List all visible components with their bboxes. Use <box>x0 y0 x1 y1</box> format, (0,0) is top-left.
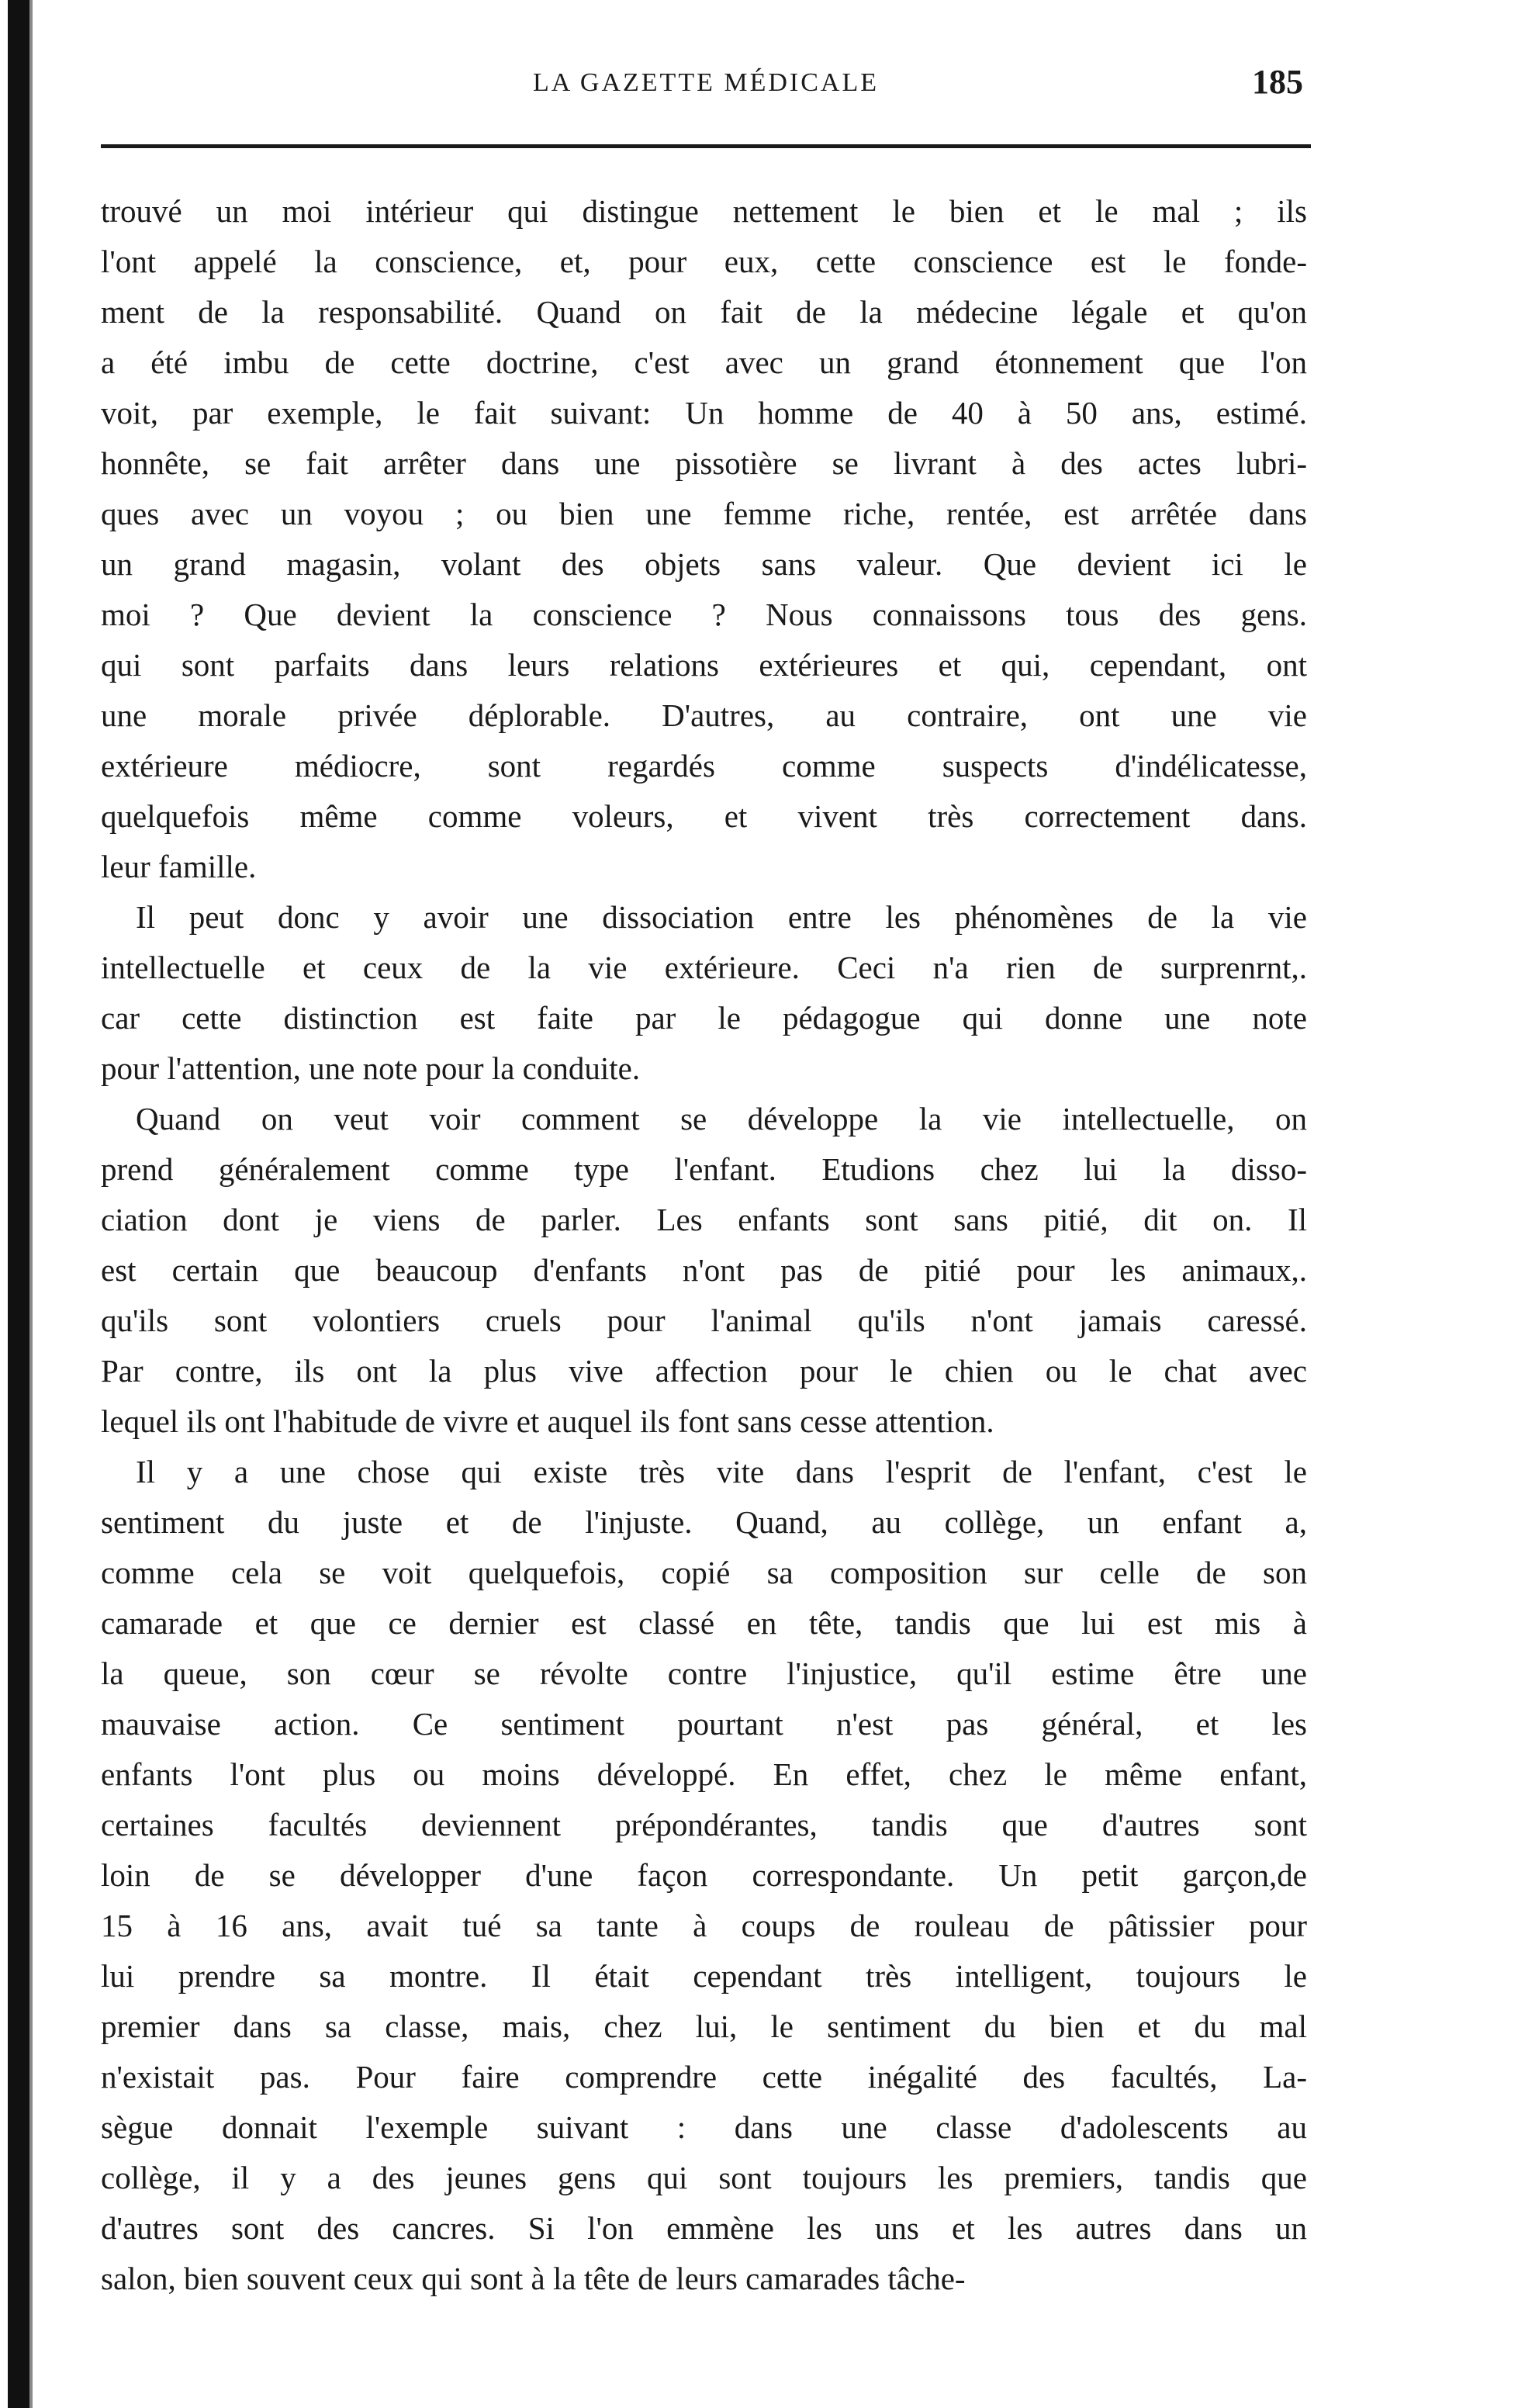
text-line: car cette distinction est faite par le pédagogue qui donne une note <box>101 1000 1307 1036</box>
paragraph <box>101 1094 1307 1447</box>
text-line: qui sont parfaits dans leurs relations extérieures et qui, cependant, ont <box>101 647 1307 683</box>
text-line: ques avec un voyou ; ou bien une femme riche, rentée, est arrêtée dans <box>101 496 1307 531</box>
body-text <box>101 186 1307 2304</box>
page-header <box>101 62 1311 116</box>
text-line: ciation dont je viens de parler. Les enfants sont sans pitié, dit on. Il <box>101 1202 1307 1237</box>
book-spine-shadow <box>8 0 29 2408</box>
header-rule <box>101 144 1311 148</box>
text-line: lequel ils ont l'habitude de vivre et auquel ils font sans cesse attention. <box>101 1403 994 1439</box>
text-line: leur famille. <box>101 849 257 884</box>
text-line: Par contre, ils ont la plus vive affection pour le chien ou le chat avec <box>101 1353 1307 1389</box>
text-line: mauvaise action. Ce sentiment pourtant n'est pas général, et les <box>101 1706 1307 1742</box>
text-line: une morale privée déplorable. D'autres, au contraire, ont une vie <box>101 697 1307 733</box>
text-line: sentiment du juste et de l'injuste. Quand, au collège, un enfant a, <box>101 1504 1307 1540</box>
text-line: voit, par exemple, le fait suivant: Un homme de 40 à 50 ans, estimé. <box>101 395 1307 431</box>
text-line: est certain que beaucoup d'enfants n'ont pas de pitié pour les animaux,. <box>101 1252 1307 1288</box>
text-line: Quand on veut voir comment se développe la vie intellectuelle, on <box>136 1101 1307 1137</box>
text-line: sègue donnait l'exemple suivant : dans une classe d'adolescents au <box>101 2109 1307 2145</box>
text-line: premier dans sa classe, mais, chez lui, le sentiment du bien et du mal <box>101 2008 1307 2044</box>
book-spine-edge <box>29 0 33 2408</box>
paragraph <box>101 186 1307 892</box>
text-line: l'ont appelé la conscience, et, pour eux, cette conscience est le fonde- <box>101 244 1307 279</box>
text-line: la queue, son cœur se révolte contre l'injustice, qu'il estime être une <box>101 1656 1307 1691</box>
text-line: enfants l'ont plus ou moins développé. En effet, chez le même enfant, <box>101 1756 1307 1792</box>
text-line: un grand magasin, volant des objets sans valeur. Que devient ici le <box>101 546 1307 582</box>
text-line: collège, il y a des jeunes gens qui sont toujours les premiers, tandis que <box>101 2160 1307 2195</box>
text-line: pour l'attention, une note pour la conduite. <box>101 1050 641 1086</box>
page-number: 185 <box>1252 63 1303 101</box>
text-line: loin de se développer d'une façon correspondante. Un petit garçon,de <box>101 1857 1307 1893</box>
text-line: d'autres sont des cancres. Si l'on emmène les uns et les autres dans un <box>101 2210 1307 2246</box>
text-line: comme cela se voit quelquefois, copié sa composition sur celle de son <box>101 1555 1307 1590</box>
paragraph <box>101 892 1307 1094</box>
text-line: n'existait pas. Pour faire comprendre cette inégalité des facultés, La- <box>101 2059 1307 2095</box>
text-line: prend généralement comme type l'enfant. Etudions chez lui la disso- <box>101 1151 1307 1187</box>
text-line: salon, bien souvent ceux qui sont à la tête de leurs camarades tâche- <box>101 2261 966 2296</box>
text-line: a été imbu de cette doctrine, c'est avec un grand étonnement que l'on <box>101 344 1307 380</box>
paragraph <box>101 1447 1307 2304</box>
text-line: Il peut donc y avoir une dissociation entre les phénomènes de la vie <box>136 899 1307 935</box>
text-line: camarade et que ce dernier est classé en tête, tandis que lui est mis à <box>101 1605 1307 1641</box>
text-line: quelquefois même comme voleurs, et vivent très correctement dans. <box>101 798 1307 834</box>
text-line: lui prendre sa montre. Il était cependant très intelligent, toujours le <box>101 1958 1307 1994</box>
text-line: moi ? Que devient la conscience ? Nous connaissons tous des gens. <box>101 597 1307 632</box>
running-title: LA GAZETTE MÉDICALE <box>532 68 880 97</box>
text-line: intellectuelle et ceux de la vie extérieure. Ceci n'a rien de surprenrnt,. <box>101 950 1307 985</box>
text-line: extérieure médiocre, sont regardés comme suspects d'indélicatesse, <box>101 748 1307 784</box>
text-line: ment de la responsabilité. Quand on fait de la médecine légale et qu'on <box>101 294 1307 330</box>
text-line: honnête, se fait arrêter dans une pissotière se livrant à des actes lubri- <box>101 445 1307 481</box>
text-line: 15 à 16 ans, avait tué sa tante à coups de rouleau de pâtissier pour <box>101 1908 1307 1943</box>
text-line: qu'ils sont volontiers cruels pour l'animal qu'ils n'ont jamais caressé. <box>101 1303 1307 1338</box>
text-line: certaines facultés deviennent prépondérantes, tandis que d'autres sont <box>101 1807 1307 1842</box>
text-line: trouvé un moi intérieur qui distingue nettement le bien et le mal ; ils <box>101 193 1307 229</box>
text-line: Il y a une chose qui existe très vite dans l'esprit de l'enfant, c'est le <box>136 1454 1307 1489</box>
